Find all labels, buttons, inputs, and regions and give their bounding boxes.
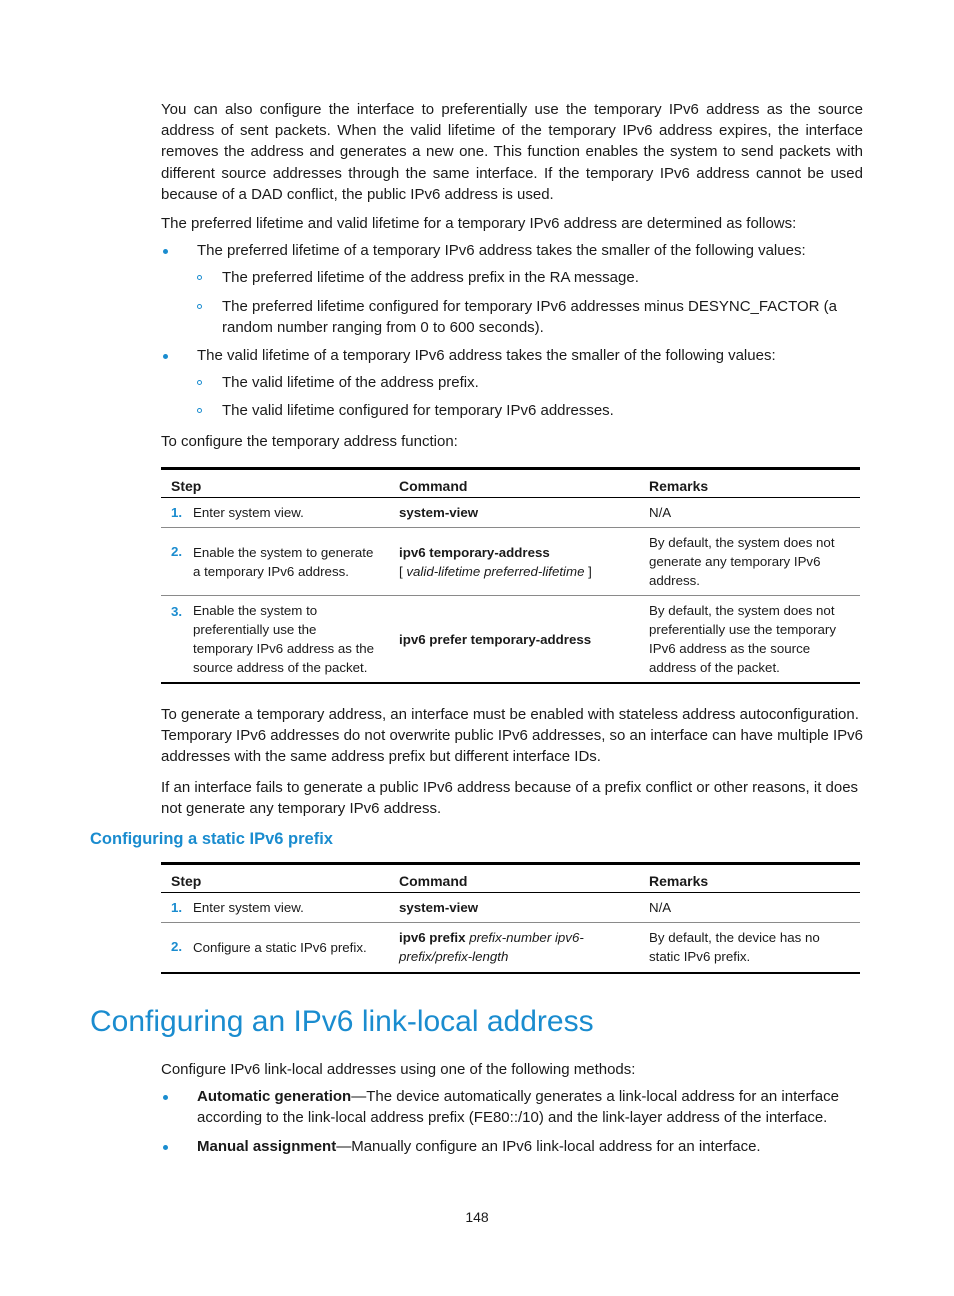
column-header-step: Step [171, 478, 202, 494]
sub-bullet-text: The preferred lifetime configured for temporary IPv6 addresses minus DESYNC_FACTOR (a random number ranging from 0 to 600 seconds). [222, 297, 837, 336]
remarks-cell: By default, the system does not preferentially use the temporary IPv6 address as the source address of the packet. [649, 603, 836, 675]
lifetime-list [161, 240, 863, 421]
method-name: Manual assignment [197, 1137, 337, 1155]
circle-bullet-icon [197, 275, 202, 280]
command-keyword: ipv6 prefix [399, 930, 466, 946]
bullet-icon [163, 354, 168, 359]
command-bracket-close: ] [584, 563, 592, 579]
paragraph-stateless: To generate a temporary address, an interface must be enabled with stateless address autoconfiguration. Temporary IPv6 addresses do not overwrite public IPv6 addresses, so an interface can have multiple IPv6 addresses with the same address prefix but different interface IDs. [161, 706, 864, 766]
command-cell [389, 596, 639, 684]
circle-bullet-icon [197, 304, 202, 309]
section-heading-link-local: Configuring an IPv6 link-local address [90, 1005, 594, 1038]
remarks-cell: By default, the device has no static IPv6 prefix. [649, 930, 820, 965]
step-number: 2. [171, 544, 183, 559]
bullet-text: The valid lifetime of a temporary IPv6 address takes the smaller of the following values: [197, 347, 776, 365]
list-item [161, 1086, 863, 1128]
intro-paragraph-3: To configure the temporary address function: [161, 432, 458, 450]
column-header-remarks: Remarks [649, 873, 709, 889]
table-row [161, 498, 860, 528]
sub-list [161, 267, 863, 338]
table-header-row [161, 469, 860, 498]
remarks-cell: By default, the system does not generate any temporary IPv6 address. [649, 535, 835, 588]
step-number: 1. [171, 505, 183, 520]
list-item [161, 240, 863, 338]
command-keyword: system-view [399, 505, 479, 520]
sub-list-item [161, 372, 863, 393]
bullet-icon [163, 249, 168, 254]
command-keyword: ipv6 prefer temporary-address [399, 631, 592, 647]
step-text: Enable the system to preferentially use the temporary IPv6 address as the source address of the packet. [193, 603, 375, 675]
command-cell [389, 498, 639, 528]
sub-list-item [161, 267, 863, 288]
section-heading-static-prefix: Configuring a static IPv6 prefix [90, 830, 333, 848]
bullet-icon [163, 1095, 168, 1100]
step-text: Configure a static IPv6 prefix. [193, 939, 367, 955]
temporary-address-table [161, 467, 860, 684]
bullet-icon [163, 1145, 168, 1150]
sub-list-item [161, 400, 863, 421]
command-keyword: ipv6 temporary-address [399, 544, 550, 560]
list-item [161, 345, 863, 422]
command-cell [389, 893, 639, 923]
step-number: 1. [171, 900, 183, 915]
static-prefix-table-wrap [161, 862, 860, 974]
sub-list-item [161, 296, 863, 338]
link-local-intro: Configure IPv6 link-local addresses using one of the following methods: [161, 1061, 636, 1078]
table-header-row [161, 864, 860, 893]
remarks-cell: N/A [649, 505, 672, 520]
column-header-command: Command [399, 478, 468, 494]
sub-list [161, 372, 863, 421]
link-local-methods-list [161, 1086, 863, 1157]
intro-paragraph-1: You can also configure the interface to preferentially use the temporary IPv6 address as the source address of sent packets. When the valid lifetime of the temporary IPv6 address expires, the interface removes the address and generates a new one. This function enables the system to send packets with different source addresses through the same interface. If the temporary IPv6 address cannot be used because of a DAD conflict, the public IPv6 address is used. [161, 101, 863, 203]
method-name: Automatic generation [197, 1088, 352, 1106]
command-keyword: system-view [399, 900, 479, 915]
step-text: Enter system view. [193, 505, 304, 520]
link-local-section [161, 1059, 863, 1157]
table-row [161, 528, 860, 596]
list-item [161, 1136, 863, 1157]
intro-paragraph-2: The preferred lifetime and valid lifetime for a temporary IPv6 address are determined as follows: [161, 215, 797, 233]
bullet-text: The preferred lifetime of a temporary IPv6 address takes the smaller of the following values: [197, 242, 806, 260]
temporary-address-table-wrap [161, 467, 860, 684]
step-text: Enable the system to generate a temporary IPv6 address. [193, 544, 374, 579]
column-header-step: Step [171, 873, 202, 889]
remarks-cell: N/A [649, 900, 672, 915]
column-header-remarks: Remarks [649, 478, 709, 494]
page-number: 148 [465, 1209, 489, 1225]
command-cell [389, 528, 639, 596]
method-description: —The device automatically generates a link-local address for an interface according to the link-local address prefix (FE80::/10) and the link-layer address of the interface. [197, 1088, 839, 1127]
paragraph-prefix-conflict: If an interface fails to generate a public IPv6 address because of a prefix conflict or other reasons, it does not generate any temporary IPv6 address. [161, 778, 859, 817]
table-row [161, 923, 860, 973]
table-row [161, 596, 860, 684]
sub-bullet-text: The preferred lifetime of the address prefix in the RA message. [222, 269, 639, 287]
sub-bullet-text: The valid lifetime configured for temporary IPv6 addresses. [222, 402, 614, 420]
step-text: Enter system view. [193, 900, 304, 915]
command-argument: prefix-number ipv6-prefix/prefix-length [399, 930, 584, 965]
sub-bullet-text: The valid lifetime of the address prefix. [222, 374, 479, 392]
command-argument: valid-lifetime preferred-lifetime [406, 563, 585, 579]
static-prefix-table [161, 862, 860, 974]
method-description: —Manually configure an IPv6 link-local address for an interface. [336, 1137, 761, 1155]
after-table-section [161, 704, 869, 819]
command-bracket-open: [ [399, 563, 407, 579]
step-number: 3. [171, 604, 183, 619]
step-number: 2. [171, 939, 183, 954]
circle-bullet-icon [197, 408, 202, 413]
column-header-command: Command [399, 873, 468, 889]
intro-section [161, 99, 863, 452]
circle-bullet-icon [197, 380, 202, 385]
command-cell [389, 923, 639, 973]
table-row [161, 893, 860, 923]
